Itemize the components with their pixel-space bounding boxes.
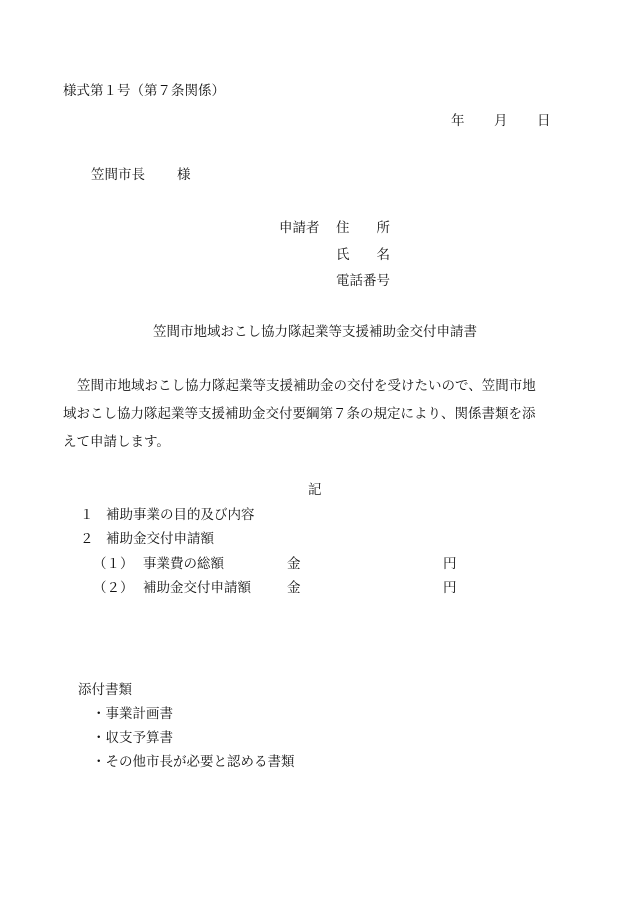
- sub-item-2-currency: 金: [287, 580, 301, 596]
- sub-item-2-number: （２）: [93, 580, 134, 596]
- applicant-label: 申請者: [279, 220, 320, 236]
- sub-item-2-text: 補助金交付申請額: [143, 580, 251, 596]
- sub-item-1-text: 事業費の総額: [143, 556, 224, 572]
- sub-item-1-currency: 金: [287, 556, 301, 572]
- applicant-name-label: 氏 名: [336, 247, 390, 263]
- body-line-3: えて申請します。: [63, 434, 170, 450]
- applicant-phone-label: 電話番号: [336, 273, 390, 289]
- ki-label: 記: [308, 482, 322, 498]
- attachment-item: ・事業計画書: [92, 706, 173, 722]
- item-1-number: １: [80, 507, 94, 523]
- sub-item-2-unit: 円: [443, 580, 457, 596]
- applicant-address-label: 住 所: [336, 220, 390, 236]
- form-number: 様式第１号（第７条関係）: [63, 83, 225, 99]
- date-month: 月: [494, 113, 508, 129]
- sub-item-1-unit: 円: [443, 556, 457, 572]
- item-1-text: 補助事業の目的及び内容: [106, 507, 255, 523]
- addressee-name: 笠間市長: [91, 167, 145, 183]
- date-day: 日: [537, 113, 551, 129]
- addressee-honorific: 様: [177, 167, 191, 183]
- attachment-item: ・収支予算書: [92, 730, 173, 746]
- document-title: 笠間市地域おこし協力隊起業等支援補助金交付申請書: [153, 324, 477, 340]
- date-year: 年: [451, 113, 465, 129]
- sub-item-1-number: （１）: [93, 556, 134, 572]
- body-line-1: 笠間市地域おこし協力隊起業等支援補助金の交付を受けたいので、笠間市地: [77, 378, 536, 394]
- item-2-number: ２: [80, 531, 94, 547]
- attachment-item: ・その他市長が必要と認める書類: [92, 754, 295, 770]
- attachments-title: 添付書類: [78, 682, 132, 698]
- item-2-text: 補助金交付申請額: [106, 531, 214, 547]
- body-line-2: 域おこし協力隊起業等支援補助金交付要綱第７条の規定により、関係書類を添: [63, 406, 536, 422]
